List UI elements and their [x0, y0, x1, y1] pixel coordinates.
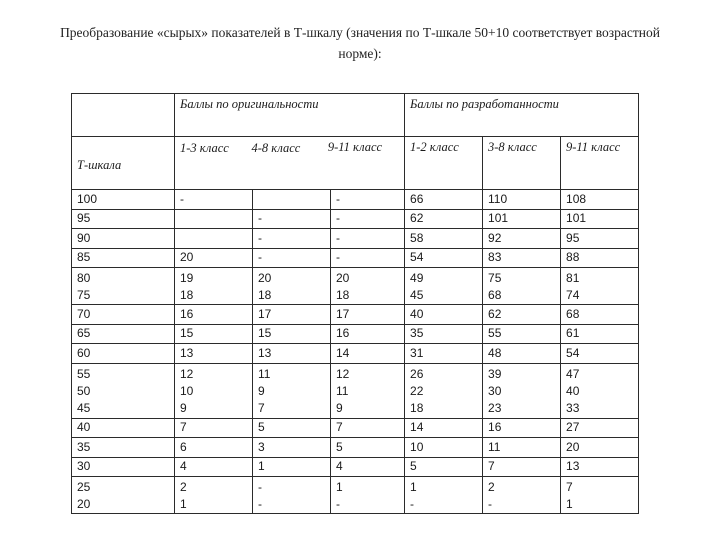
table-cell-o2 — [253, 229, 331, 249]
table-cell-o2 — [253, 190, 331, 210]
cell-value: 108 — [566, 191, 587, 206]
cell-value: - — [258, 230, 262, 245]
cell-value: 40 — [566, 383, 580, 398]
cell-value: - — [410, 497, 415, 511]
table-cell-t — [72, 324, 175, 344]
cell-value: 9 — [336, 400, 343, 415]
table-row — [72, 457, 639, 477]
cell-value: 35 — [410, 326, 424, 341]
table-cell-o3 — [331, 438, 405, 458]
cell-value: 7 — [258, 400, 265, 415]
orig-col-9-11: 9-11 класс — [327, 140, 383, 154]
table-cell-e3 — [561, 344, 639, 364]
cell-value: 48 — [488, 345, 502, 360]
cell-value: 5 — [258, 420, 265, 435]
cell-value: 10 — [410, 439, 424, 454]
table-row — [72, 248, 639, 268]
elaboration-group-header: Баллы по разработанности — [405, 94, 639, 137]
cell-value: 31 — [410, 345, 424, 360]
table-cell-t — [72, 229, 175, 249]
table-cell-e3 — [561, 477, 639, 514]
cell-value: 75 — [77, 288, 91, 302]
cell-value: - — [258, 497, 262, 511]
table-cell-e2 — [483, 438, 561, 458]
table-cell-o1 — [175, 363, 253, 418]
table-cell-o1 — [175, 248, 253, 268]
corner-cell — [72, 94, 175, 137]
cell-value: 5 — [410, 459, 417, 474]
cell-value: 40 — [77, 420, 91, 435]
cell-value: 58 — [410, 230, 424, 245]
table-cell-e3 — [561, 457, 639, 477]
table-cell-t — [72, 209, 175, 229]
table-cell-o2 — [253, 344, 331, 364]
table-cell-t — [72, 438, 175, 458]
cell-value: 16 — [180, 306, 194, 321]
cell-value: 39 — [488, 366, 502, 381]
table-cell-o3 — [331, 418, 405, 438]
cell-value: 7 — [566, 480, 573, 494]
table-cell-e2 — [483, 363, 561, 418]
table-row — [72, 344, 639, 364]
table-cell-o2 — [253, 418, 331, 438]
cell-value: 4 — [180, 459, 187, 474]
table-cell-o3 — [331, 324, 405, 344]
table-cell-o3 — [331, 209, 405, 229]
table-cell-o2 — [253, 209, 331, 229]
table-cell-t — [72, 477, 175, 514]
elab-col-9-11: 9-11 класс — [561, 137, 639, 190]
cell-value: 55 — [77, 366, 91, 381]
table-cell-t — [72, 363, 175, 418]
cell-value: 70 — [77, 306, 91, 321]
table-cell-e2 — [483, 209, 561, 229]
cell-value: 1 — [410, 480, 417, 494]
table-row — [72, 418, 639, 438]
table-cell-o1 — [175, 268, 253, 305]
cell-value: - — [180, 191, 184, 206]
table-cell-o2 — [253, 477, 331, 514]
cell-value: 95 — [77, 211, 91, 226]
cell-value: 20 — [180, 250, 194, 265]
table-cell-o1 — [175, 344, 253, 364]
cell-value: 33 — [566, 400, 580, 415]
cell-value: 65 — [77, 326, 91, 341]
table-cell-e2 — [483, 344, 561, 364]
cell-value: 1 — [258, 459, 265, 474]
table-cell-e2 — [483, 305, 561, 325]
originality-subheaders — [175, 137, 405, 190]
cell-value: 18 — [410, 400, 424, 415]
cell-value: 45 — [410, 288, 424, 302]
cell-value: 18 — [180, 288, 194, 302]
cell-value: 90 — [77, 230, 91, 245]
table-cell-o3 — [331, 344, 405, 364]
cell-value: 25 — [77, 480, 91, 494]
table-cell-e1 — [405, 268, 483, 305]
cell-value: 35 — [77, 439, 91, 454]
table-subheader-row — [72, 137, 639, 190]
table-cell-o3 — [331, 363, 405, 418]
originality-group-header: Баллы по оригинальности — [175, 94, 405, 137]
table-cell-o2 — [253, 324, 331, 344]
table-cell-e3 — [561, 229, 639, 249]
cell-value: 3 — [258, 439, 265, 454]
tscale-conversion-table — [71, 93, 639, 514]
cell-value: 12 — [180, 366, 194, 381]
cell-value: 15 — [258, 326, 272, 341]
cell-value: - — [336, 497, 340, 511]
cell-value: 7 — [488, 459, 495, 474]
cell-value: 11 — [336, 383, 349, 398]
table-cell-e1 — [405, 477, 483, 514]
table-cell-o1 — [175, 229, 253, 249]
cell-value: 18 — [258, 288, 272, 302]
cell-value: 49 — [410, 271, 424, 285]
cell-value: 62 — [488, 306, 502, 321]
table-cell-e1 — [405, 344, 483, 364]
cell-value: 62 — [410, 211, 424, 226]
cell-value: 10 — [180, 383, 194, 398]
table-cell-o2 — [253, 363, 331, 418]
cell-value: 92 — [488, 230, 502, 245]
table-cell-e1 — [405, 457, 483, 477]
cell-value: 11 — [258, 366, 271, 381]
orig-col-4-8: 4-8 класс — [251, 141, 301, 155]
cell-value: 27 — [566, 420, 580, 435]
table-cell-e2 — [483, 248, 561, 268]
cell-value: 7 — [180, 420, 187, 435]
table-cell-e3 — [561, 190, 639, 210]
cell-value: 19 — [180, 271, 194, 285]
cell-value: 50 — [77, 383, 91, 398]
table-cell-o1 — [175, 418, 253, 438]
cell-value: - — [336, 250, 340, 265]
table-row — [72, 305, 639, 325]
table-cell-o1 — [175, 190, 253, 210]
table-cell-o2 — [253, 268, 331, 305]
page-caption: Преобразование «сырых» показателей в Т-шкалу (значения по Т-шкале 50+10 соответствует возрастной норме): — [60, 25, 660, 61]
cell-value: 30 — [77, 459, 91, 474]
cell-value: 9 — [258, 383, 265, 398]
table-cell-o1 — [175, 477, 253, 514]
cell-value: 60 — [77, 345, 91, 360]
table-cell-e3 — [561, 324, 639, 344]
cell-value: 2 — [488, 480, 495, 494]
cell-value: 40 — [410, 306, 424, 321]
table-cell-o3 — [331, 190, 405, 210]
cell-value: 54 — [566, 345, 580, 360]
cell-value: 12 — [336, 366, 350, 381]
table-cell-t — [72, 268, 175, 305]
cell-value: 101 — [488, 211, 509, 226]
cell-value: 13 — [566, 459, 580, 474]
cell-value: 17 — [258, 306, 272, 321]
table-cell-e3 — [561, 248, 639, 268]
table-row — [72, 477, 639, 514]
cell-value: - — [258, 250, 262, 265]
table-cell-e2 — [483, 324, 561, 344]
table-cell-o1 — [175, 209, 253, 229]
table-cell-t — [72, 305, 175, 325]
elab-col-1-2: 1-2 класс — [405, 137, 483, 190]
table-cell-o1 — [175, 324, 253, 344]
cell-value: 1 — [180, 497, 187, 511]
table-cell-t — [72, 457, 175, 477]
cell-value: 11 — [488, 439, 501, 454]
table-cell-e2 — [483, 190, 561, 210]
cell-value: 16 — [336, 326, 350, 341]
table-cell-o1 — [175, 305, 253, 325]
table-cell-e2 — [483, 457, 561, 477]
table-cell-o3 — [331, 229, 405, 249]
table-cell-e2 — [483, 418, 561, 438]
table-cell-e1 — [405, 418, 483, 438]
table-cell-t — [72, 344, 175, 364]
table-cell-e3 — [561, 209, 639, 229]
cell-value: 15 — [180, 326, 194, 341]
cell-value: - — [258, 480, 262, 494]
cell-value: 101 — [566, 211, 587, 226]
cell-value: - — [488, 497, 493, 511]
cell-value: 13 — [180, 345, 194, 360]
cell-value: 88 — [566, 250, 580, 265]
cell-value: 16 — [488, 420, 502, 435]
table-cell-e3 — [561, 363, 639, 418]
cell-value: 2 — [180, 480, 187, 494]
table-cell-e3 — [561, 268, 639, 305]
table-cell-e1 — [405, 324, 483, 344]
cell-value: 6 — [180, 439, 187, 454]
cell-value: 85 — [77, 250, 91, 265]
cell-value: - — [336, 230, 340, 245]
cell-value: 4 — [336, 459, 343, 474]
table-cell-o3 — [331, 457, 405, 477]
table-cell-e3 — [561, 305, 639, 325]
table-cell-o2 — [253, 438, 331, 458]
elab-col-3-8: 3-8 класс — [483, 137, 561, 190]
table-cell-e2 — [483, 477, 561, 514]
cell-value: 9 — [180, 400, 187, 415]
table-row — [72, 324, 639, 344]
cell-value: 1 — [336, 480, 343, 494]
table-cell-o3 — [331, 305, 405, 325]
tscale-header-text: Т-шкала — [77, 157, 122, 172]
cell-value: 20 — [566, 439, 580, 454]
cell-value: 81 — [566, 271, 580, 285]
table-cell-e1 — [405, 229, 483, 249]
table-cell-e3 — [561, 418, 639, 438]
cell-value: 66 — [410, 191, 424, 206]
cell-value: 5 — [336, 439, 343, 454]
cell-value: 20 — [336, 271, 350, 285]
table-header-row — [72, 94, 639, 137]
cell-value: 20 — [258, 271, 272, 285]
tscale-header — [72, 137, 175, 190]
table-body — [72, 190, 639, 514]
cell-value: 14 — [336, 345, 350, 360]
cell-value: 30 — [488, 383, 502, 398]
cell-value: 80 — [77, 271, 91, 285]
table-cell-o2 — [253, 305, 331, 325]
cell-value: - — [336, 191, 340, 206]
cell-value: 23 — [488, 400, 502, 415]
table-cell-o2 — [253, 457, 331, 477]
table-cell-e1 — [405, 305, 483, 325]
table-cell-o1 — [175, 438, 253, 458]
table-cell-o1 — [175, 457, 253, 477]
cell-value: 74 — [566, 288, 580, 302]
table-row — [72, 209, 639, 229]
cell-value: 68 — [566, 306, 580, 321]
table-cell-t — [72, 418, 175, 438]
table-cell-e1 — [405, 209, 483, 229]
cell-value: 18 — [336, 288, 350, 302]
cell-value: 55 — [488, 326, 502, 341]
cell-value: 14 — [410, 420, 424, 435]
cell-value: 7 — [336, 420, 343, 435]
table-row — [72, 190, 639, 210]
table-row — [72, 363, 639, 418]
table-cell-e1 — [405, 190, 483, 210]
cell-value: 26 — [410, 366, 424, 381]
cell-value: 22 — [410, 383, 424, 398]
table-row — [72, 268, 639, 305]
orig-col-1-3: 1-3 класс — [180, 141, 229, 155]
cell-value: 83 — [488, 250, 502, 265]
table-cell-t — [72, 248, 175, 268]
cell-value: 61 — [566, 326, 580, 341]
cell-value: 110 — [488, 191, 508, 206]
cell-value: 47 — [566, 366, 580, 381]
cell-value: 1 — [566, 497, 573, 511]
table-cell-e2 — [483, 229, 561, 249]
table-cell-t — [72, 190, 175, 210]
table-cell-e3 — [561, 438, 639, 458]
table-cell-o3 — [331, 477, 405, 514]
cell-value: 68 — [488, 288, 502, 302]
cell-value: 95 — [566, 230, 580, 245]
cell-value: - — [336, 211, 340, 226]
cell-value: 17 — [336, 306, 350, 321]
table-cell-e1 — [405, 248, 483, 268]
table-cell-e1 — [405, 438, 483, 458]
cell-value: - — [258, 211, 262, 226]
cell-value: 75 — [488, 271, 502, 285]
cell-value: 20 — [77, 497, 91, 511]
cell-value: 100 — [77, 191, 98, 206]
table-cell-o3 — [331, 268, 405, 305]
table-cell-e2 — [483, 268, 561, 305]
cell-value: 54 — [410, 250, 424, 265]
cell-value: 45 — [77, 400, 91, 415]
table-row — [72, 229, 639, 249]
table-cell-e1 — [405, 363, 483, 418]
table-cell-o3 — [331, 248, 405, 268]
table-cell-o2 — [253, 248, 331, 268]
cell-value: 13 — [258, 345, 272, 360]
table-row — [72, 438, 639, 458]
